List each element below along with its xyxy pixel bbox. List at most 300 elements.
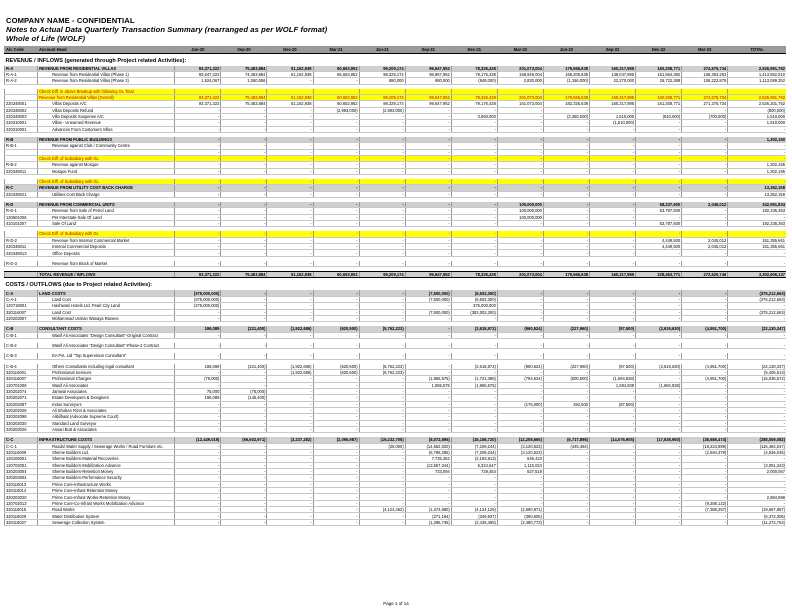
amount-cell: - (451, 231, 497, 237)
amount-cell: - (221, 481, 267, 487)
amount-cell: - (405, 191, 451, 197)
account-code-cell: R-B (5, 137, 38, 143)
amount-cell: - (636, 388, 682, 394)
amount-cell: 78,326,438 (451, 94, 497, 100)
amount-cell: - (267, 208, 313, 214)
amount-cell: - (359, 420, 405, 426)
amount-cell: - (313, 395, 359, 401)
amount-cell: - (313, 332, 359, 338)
amount-cell: - (313, 388, 359, 394)
amount-cell: - (590, 191, 636, 197)
amount-cell: - (359, 155, 405, 161)
amount-cell: - (590, 427, 636, 433)
amount-cell: - (267, 395, 313, 401)
account-code-cell: 320116027 (5, 519, 38, 525)
account-code-cell: 220348021 (5, 191, 38, 197)
amount-cell: 182,326,638 (543, 101, 589, 107)
amount-cell: - (543, 395, 589, 401)
amount-cell: - (267, 475, 313, 481)
amount-cell: - (221, 250, 267, 256)
amount-cell: 1,115,024 (497, 462, 543, 468)
amount-cell: - (451, 401, 497, 407)
amount-cell: - (267, 250, 313, 256)
amount-cell: - (267, 149, 313, 155)
amount-cell: - (359, 202, 405, 208)
amount-cell: - (636, 155, 682, 161)
amount-cell: - (682, 221, 728, 227)
total-cell: 151,355,661 (728, 244, 786, 250)
amount-cell: - (497, 420, 543, 426)
account-head-cell: Sheme Builders-Mobilization Advance (38, 462, 175, 468)
amount-cell: (14,076,905) (590, 437, 636, 443)
account-code-cell: R-B-1 (5, 143, 38, 149)
amount-cell: - (359, 427, 405, 433)
amount-cell: - (175, 519, 221, 525)
amount-cell: 160,317,895 (590, 101, 636, 107)
amount-cell: - (359, 382, 405, 388)
amount-cell: - (636, 494, 682, 500)
amount-cell: - (267, 202, 313, 208)
amount-cell: (2,993,000) (313, 107, 359, 113)
amount-cell: 1,955,575 (405, 382, 451, 388)
amount-cell: 99,647,952 (405, 272, 451, 278)
amount-cell: - (313, 179, 359, 185)
total-cell: (288,059,082) (728, 437, 786, 443)
account-code-cell: 320203020 (5, 494, 38, 500)
amount-cell: - (543, 450, 589, 456)
amount-cell: 201,073,004 (497, 94, 543, 100)
amount-cell: - (313, 126, 359, 132)
account-head-cell: Revenue from Sale of Petrol Land (38, 208, 175, 214)
amount-cell: - (359, 494, 405, 500)
account-head-cell: Alibilhaat (Advocate Supreme Court) (38, 414, 175, 420)
amount-cell: - (636, 519, 682, 525)
amount-cell: - (405, 155, 451, 161)
amount-cell: - (682, 407, 728, 413)
amount-cell: - (313, 494, 359, 500)
amount-cell: - (175, 469, 221, 475)
amount-cell: - (359, 185, 405, 191)
amount-cell: - (497, 353, 543, 359)
amount-cell: - (313, 290, 359, 296)
amount-cell: - (497, 388, 543, 394)
amount-cell: 168,353,253 (682, 71, 728, 77)
amount-cell: - (497, 179, 543, 185)
total-cell: - (728, 414, 786, 420)
amount-cell: 3,860,000 (451, 113, 497, 119)
amount-cell: - (451, 369, 497, 375)
amount-cell: - (497, 162, 543, 168)
amount-cell: - (451, 261, 497, 267)
amount-cell: - (359, 519, 405, 525)
table-row (5, 71, 787, 77)
amount-cell: - (543, 407, 589, 413)
amount-cell: (3,120,523) (497, 443, 543, 449)
total-cell: 1,302,165 (728, 162, 786, 168)
account-code-cell: R-D (5, 202, 38, 208)
total-cell: (11,272,763) (728, 519, 786, 525)
table-row (5, 519, 787, 525)
amount-cell: (221,400) (221, 326, 267, 332)
amount-cell: - (175, 237, 221, 243)
amount-cell: - (590, 462, 636, 468)
amount-cell: - (405, 107, 451, 113)
amount-cell: 161,073,004 (497, 101, 543, 107)
amount-cell: - (543, 488, 589, 494)
amount-cell: (97,500) (590, 326, 636, 332)
amount-cell: 158,945,004 (497, 71, 543, 77)
table-row (5, 364, 787, 370)
total-cell: - (728, 488, 786, 494)
amount-cell: - (359, 462, 405, 468)
amount-cell: - (682, 168, 728, 174)
amount-cell: 4,449,500 (636, 237, 682, 243)
amount-cell: - (267, 376, 313, 382)
amount-cell: - (267, 507, 313, 513)
amount-cell: (4,951,700) (682, 364, 728, 370)
amount-cell: 60,653,952 (313, 94, 359, 100)
amount-cell: - (682, 208, 728, 214)
amount-cell: - (543, 120, 589, 126)
amount-cell: - (267, 450, 313, 456)
amount-cell: - (682, 395, 728, 401)
total-cell: (4,536,045) (728, 450, 786, 456)
account-code-cell: 120718001 (5, 303, 38, 309)
amount-cell: (227,960) (543, 326, 589, 332)
column-header: A/c Code (5, 46, 38, 53)
amount-cell: - (221, 513, 267, 519)
amount-cell: - (359, 332, 405, 338)
amount-cell: - (313, 191, 359, 197)
total-cell: 3,302,606,137 (728, 272, 786, 278)
amount-cell: - (497, 143, 543, 149)
account-code-cell: 220348003 (5, 113, 38, 119)
amount-cell: - (267, 113, 313, 119)
amount-cell: - (682, 414, 728, 420)
total-cell: - (728, 427, 786, 433)
amount-cell: - (682, 162, 728, 168)
amount-cell: - (175, 481, 221, 487)
amount-cell: - (313, 481, 359, 487)
amount-cell: - (682, 191, 728, 197)
account-code-cell: R-D-3 (5, 261, 38, 267)
amount-cell: - (175, 208, 221, 214)
column-header: Sep-20 (221, 46, 267, 53)
amount-cell: 1,060,556 (221, 78, 267, 84)
amount-cell: - (636, 309, 682, 315)
amount-cell: 196,089 (175, 326, 221, 332)
amount-cell: - (636, 401, 682, 407)
total-cell: - (728, 420, 786, 426)
amount-cell: - (543, 353, 589, 359)
total-cell: 1,302,160 (728, 137, 786, 143)
amount-cell: - (221, 369, 267, 375)
amount-cell: - (497, 107, 543, 113)
total-cell: (375,212,663) (728, 309, 786, 315)
account-head-cell: Professional Charges (38, 376, 175, 382)
amount-cell: 228,463,771 (636, 272, 682, 278)
account-head-cell: Villa Deposits Suspense A/C (38, 113, 175, 119)
amount-cell: - (590, 507, 636, 513)
account-code-cell: 320202030 (5, 420, 38, 426)
amount-cell: - (359, 250, 405, 256)
amount-cell: - (590, 155, 636, 161)
amount-cell: - (590, 250, 636, 256)
amount-cell: - (221, 191, 267, 197)
amount-cell: - (175, 407, 221, 413)
account-head-cell: Check Diff. of Subsidiary with GL (38, 155, 175, 161)
amount-cell: 274,575,734 (682, 66, 728, 72)
amount-cell: - (590, 303, 636, 309)
amount-cell: - (359, 353, 405, 359)
amount-cell: - (636, 450, 682, 456)
amount-cell: - (590, 221, 636, 227)
amount-cell: - (175, 120, 221, 126)
amount-cell: - (405, 126, 451, 132)
amount-cell: 99,647,952 (405, 94, 451, 100)
amount-cell: - (221, 469, 267, 475)
amount-cell: - (636, 290, 682, 296)
amount-cell: (1,955,575) (405, 376, 451, 382)
amount-cell: 78,326,438 (451, 66, 497, 72)
amount-cell: (375,000,000) (175, 296, 221, 302)
amount-cell: - (359, 244, 405, 250)
amount-cell: - (221, 309, 267, 315)
amount-cell: 53,787,500 (636, 208, 682, 214)
amount-cell: - (451, 107, 497, 113)
amount-cell: - (313, 507, 359, 513)
amount-cell: - (451, 494, 497, 500)
account-code-cell: C-A-1 (5, 296, 38, 302)
amount-cell: - (221, 443, 267, 449)
amount-cell: - (359, 475, 405, 481)
amount-cell: - (221, 231, 267, 237)
amount-cell: - (221, 155, 267, 161)
amount-cell: - (405, 149, 451, 155)
amount-cell: - (497, 221, 543, 227)
account-code-cell: R-A-2 (5, 78, 38, 84)
amount-cell: - (636, 315, 682, 321)
amount-cell: - (405, 250, 451, 256)
amount-cell: - (405, 500, 451, 506)
amount-cell: - (267, 469, 313, 475)
amount-cell: - (497, 382, 543, 388)
amount-cell: - (221, 332, 267, 338)
account-head-cell: Sheme Builders-Material Recoveries (38, 456, 175, 462)
account-head-cell: REVENUE FROM COMMERCIAL UNITS (38, 202, 175, 208)
amount-cell: - (359, 343, 405, 349)
amount-cell: (9,288,122) (682, 500, 728, 506)
amount-cell: (2,480,773) (497, 519, 543, 525)
column-header: Mar-23 (682, 46, 728, 53)
amount-cell: - (267, 343, 313, 349)
amount-cell: - (267, 332, 313, 338)
amount-cell: (375,000,000) (175, 290, 221, 296)
amount-cell: - (221, 414, 267, 420)
amount-cell: - (267, 120, 313, 126)
amount-cell: - (590, 395, 636, 401)
amount-cell: (7,209,244) (451, 443, 497, 449)
amount-cell: - (590, 469, 636, 475)
amount-cell: - (590, 500, 636, 506)
amount-cell: - (451, 179, 497, 185)
amount-cell: - (682, 290, 728, 296)
account-code-cell: 320116029 (5, 513, 38, 519)
amount-cell: 375,000,000 (451, 303, 497, 309)
amount-cell: - (682, 481, 728, 487)
total-cell: 151,355,661 (728, 237, 786, 243)
account-head-cell: Land Cost (38, 296, 175, 302)
amount-cell: - (682, 494, 728, 500)
amount-cell: - (682, 214, 728, 220)
amount-cell: - (221, 120, 267, 126)
amount-cell: - (636, 107, 682, 113)
amount-cell: - (497, 395, 543, 401)
amount-cell: 138,047,895 (590, 71, 636, 77)
amount-cell: - (636, 376, 682, 382)
total-cell: - (728, 332, 786, 338)
amount-cell: - (543, 343, 589, 349)
amount-cell: - (636, 261, 682, 267)
amount-cell: - (590, 214, 636, 220)
total-cell: - (728, 143, 786, 149)
amount-cell: - (267, 168, 313, 174)
amount-cell: - (313, 221, 359, 227)
amount-cell: - (405, 364, 451, 370)
amount-cell: - (590, 143, 636, 149)
amount-cell: - (313, 78, 359, 84)
report-header (6, 16, 327, 43)
amount-cell: - (221, 168, 267, 174)
column-header: Jun-20 (175, 46, 221, 53)
amount-cell: - (451, 137, 497, 143)
amount-cell: - (267, 513, 313, 519)
account-head-cell: Ali Shoban Rizvi & Associates (38, 407, 175, 413)
amount-cell: - (590, 369, 636, 375)
amount-cell: (1,285,735) (405, 519, 451, 525)
amount-cell: - (682, 475, 728, 481)
amount-cell: - (497, 137, 543, 143)
amount-cell: - (313, 202, 359, 208)
amount-cell: - (636, 191, 682, 197)
account-code-cell: R-D-1 (5, 208, 38, 214)
account-code-cell: 320116015 (5, 507, 38, 513)
amount-cell: - (313, 427, 359, 433)
amount-cell: 729,454 (451, 469, 497, 475)
account-head-cell: Internal Commercial Deposits (38, 244, 175, 250)
amount-cell: - (543, 290, 589, 296)
amount-cell: - (682, 155, 728, 161)
total-cell: - (728, 407, 786, 413)
amount-cell: 99,209,174 (359, 94, 405, 100)
amount-cell: (8,072,895) (405, 437, 451, 443)
amount-cell: - (267, 353, 313, 359)
amount-cell: - (359, 388, 405, 394)
amount-cell: - (221, 488, 267, 494)
account-head-cell: Others Consultants including legal consultant (38, 364, 175, 370)
account-code-cell: C-B-3 (5, 353, 38, 359)
account-code-cell: 320116007 (5, 309, 38, 315)
amount-cell: - (313, 261, 359, 267)
amount-cell: - (590, 202, 636, 208)
amount-cell: - (221, 162, 267, 168)
amount-cell: 98,329,174 (359, 71, 405, 77)
amount-cell: - (451, 126, 497, 132)
amount-cell: 201,073,004 (497, 272, 543, 278)
amount-cell: - (451, 149, 497, 155)
amount-cell: - (451, 388, 497, 394)
total-cell: 1,510,000 (728, 120, 786, 126)
amount-cell: - (175, 420, 221, 426)
amount-cell: - (636, 427, 682, 433)
account-head-cell: REVENUE FROM RESIDENTIAL VILLAS (38, 66, 175, 72)
amount-cell: (66,602,971) (221, 437, 267, 443)
account-head-cell: Villas Deposits Refund (38, 107, 175, 113)
total-cell: - (728, 303, 786, 309)
total-cell: 2,526,201,752 (728, 101, 786, 107)
amount-cell: - (221, 137, 267, 143)
total-cell: 342,591,834 (728, 202, 786, 208)
amount-cell: - (543, 126, 589, 132)
account-head-cell: Wasif Ali Associates "Design Consultant"-Original Contract (38, 332, 175, 338)
amount-cell: - (636, 407, 682, 413)
account-head-cell: Wasif Ali Associates "Design Consultant"-Phase-2 Contract (38, 343, 175, 349)
amount-cell: - (682, 382, 728, 388)
amount-cell: - (405, 315, 451, 321)
amount-cell: - (221, 303, 267, 309)
amount-cell: - (175, 143, 221, 149)
amount-cell: 100,000,000 (497, 208, 543, 214)
amount-cell: - (267, 388, 313, 394)
account-code-cell: 320116007 (5, 376, 38, 382)
amount-cell: 733,094 (405, 469, 451, 475)
account-head-cell: Revenue against Club / Community Centre (38, 143, 175, 149)
amount-cell: (1,955,575) (451, 382, 497, 388)
amount-cell: 160,317,895 (590, 66, 636, 72)
amount-cell: - (497, 315, 543, 321)
amount-cell: - (590, 149, 636, 155)
account-code-cell: C-B-4 (5, 364, 38, 370)
amount-cell: - (543, 507, 589, 513)
column-header: Mar-21 (313, 46, 359, 53)
amount-cell: - (175, 315, 221, 321)
amount-cell: (1,721,396) (451, 376, 497, 382)
amount-cell: - (313, 208, 359, 214)
amount-cell: - (221, 290, 267, 296)
amount-cell: - (175, 179, 221, 185)
account-head-cell: Prime Core-Co-Infrast Works Mobilization Advance (38, 500, 175, 506)
amount-cell: (2,690,971) (497, 507, 543, 513)
account-head-cell: Revenue from Residential Villas (Phase 2) (38, 78, 175, 84)
amount-cell: - (543, 162, 589, 168)
amount-cell: - (636, 250, 682, 256)
total-cell: 1,413,552,510 (728, 71, 786, 77)
column-header: Sep-21 (405, 46, 451, 53)
amount-cell: - (543, 149, 589, 155)
amount-cell: - (405, 332, 451, 338)
amount-cell: - (682, 488, 728, 494)
amount-cell: (227,960) (543, 364, 589, 370)
amount-cell: (2,694,378) (682, 450, 728, 456)
amount-cell: (500,000) (543, 376, 589, 382)
amount-cell: - (543, 456, 589, 462)
amount-cell: 161,208,771 (636, 101, 682, 107)
amount-cell: - (682, 309, 728, 315)
amount-cell: - (313, 456, 359, 462)
amount-cell: - (497, 237, 543, 243)
amount-cell: - (682, 401, 728, 407)
account-head-cell: Indus Surveyors (38, 401, 175, 407)
